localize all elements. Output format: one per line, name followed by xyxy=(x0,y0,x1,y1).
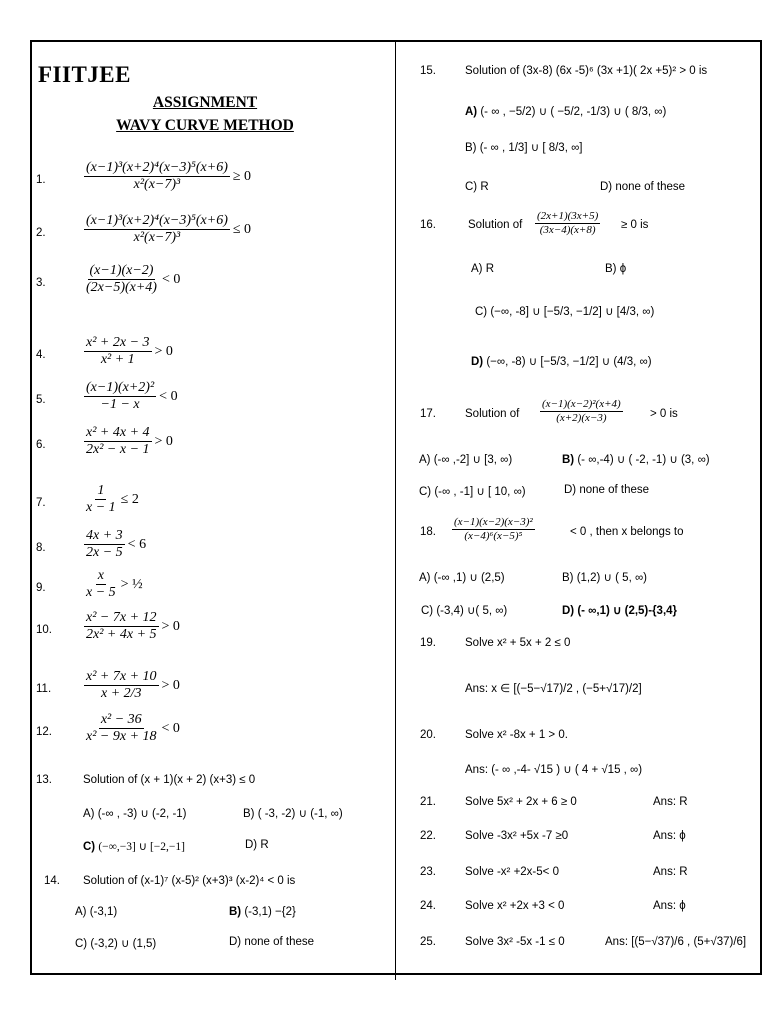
q16-rhs: ≥ 0 is xyxy=(621,219,649,231)
question-answer: Ans: R xyxy=(653,866,688,878)
q16-option-a: A) R xyxy=(471,263,494,275)
q13-option-c: C) (−∞,−3] ∪ [−2,−1] xyxy=(83,841,185,853)
q16-text: Solution of xyxy=(468,219,523,231)
question-number: 25. xyxy=(420,936,436,948)
q13-option-a: A) (-∞ , -3) ∪ (-2, -1) xyxy=(83,808,187,820)
q14-option-b: B) (-3,1) −{2} xyxy=(229,906,296,918)
q18-option-d: D) (- ∞,1) ∪ (2,5)-{3,4} xyxy=(562,605,678,617)
q13-option-d: D) R xyxy=(245,839,269,851)
q17-option-b: B) (- ∞,-4) ∪ ( -2, -1) ∪ (3, ∞) xyxy=(562,454,710,466)
q19-number: 19. xyxy=(420,637,436,649)
question-expression: $\frac{\text{x² + 7x + 10}}{x + 2/3}$ > 0 xyxy=(86,669,180,702)
q18-option-b: B) (1,2) ∪ ( 5, ∞) xyxy=(562,572,647,584)
q14-option-d: D) none of these xyxy=(229,936,315,948)
question-number: 21. xyxy=(420,796,436,808)
question-answer: Ans: [(5−√37)/6 , (5+√37)/6] xyxy=(605,936,747,948)
column-divider xyxy=(395,40,396,980)
q13-text: Solution of (x + 1)(x + 2) (x+3) ≤ 0 xyxy=(83,774,256,786)
question-expression: $\frac{\text{x² − 36}}{\text{x² − 9x + 18}}$ < 0 xyxy=(86,712,180,745)
q17-number: 17. xyxy=(420,408,436,420)
question-expression: $\frac{\text{x² + 4x + 4}}{\text{2x² − x − 1}}$ > 0 xyxy=(86,425,173,458)
q20-number: 20. xyxy=(420,729,436,741)
question-number: 4. xyxy=(36,349,46,361)
q15-text: Solution of (3x-8) (6x -5)⁶ (3x +1)( 2x +5)² > 0 is xyxy=(465,65,708,77)
q18-rhs: < 0 , then x belongs to xyxy=(570,526,684,538)
question-number: 11. xyxy=(36,683,52,695)
q20-answer: Ans: (- ∞ ,-4- √15 ) ∪ ( 4 + √15 , ∞) xyxy=(465,764,643,776)
q15-option-c: C) R xyxy=(465,181,489,193)
question-expression: $\frac{4x + 3}{2x - 5}$ < 6 xyxy=(86,528,147,561)
question-answer: Ans: R xyxy=(653,796,688,808)
q17-expression: $\frac{\text{(x−1)(x−2)²(x+4)}}{(x+2)(x-3)}$ xyxy=(542,398,621,424)
q14-number: 14. xyxy=(44,875,60,887)
question-text: Solve -3x² +5x -7 ≥0 xyxy=(465,830,569,842)
q18-expression: $\frac{\text{(x−1)(x−2)(x−3)²}}{\text{(x−4)⁶(x−5)⁵}}$ xyxy=(454,516,533,542)
q16-expression: $\frac{(2x+1)(3x+5)}{(3x-4)(x+8)}$ xyxy=(537,210,599,236)
q17-option-a: A) (-∞ ,-2] ∪ [3, ∞) xyxy=(419,454,513,466)
question-number: 9. xyxy=(36,582,46,594)
question-number: 2. xyxy=(36,227,46,239)
q17-option-c: C) (-∞ , -1] ∪ [ 10, ∞) xyxy=(419,486,526,498)
question-expression: $\frac{\text{(x−1)³(x+2)⁴(x−3)⁵(x+6)}}{\text{x²(x−7)³}}$ ≤ 0 xyxy=(86,213,252,246)
question-number: 24. xyxy=(420,900,436,912)
q19-text: Solve x² + 5x + 2 ≤ 0 xyxy=(465,637,571,649)
question-number: 22. xyxy=(420,830,436,842)
question-number: 12. xyxy=(36,726,52,738)
question-number: 1. xyxy=(36,174,46,186)
q19-answer: Ans: x ∈ [(−5−√17)/2 , (−5+√17)/2] xyxy=(465,683,642,695)
q18-option-c: C) (-3,4) ∪( 5, ∞) xyxy=(421,605,508,617)
q17-option-d: D) none of these xyxy=(564,484,650,496)
assignment-title: ASSIGNMENT xyxy=(152,94,258,111)
q13-number: 13. xyxy=(36,774,52,786)
q15-option-a: A) (- ∞ , −5/2) ∪ ( −5/2, -1/3) ∪ ( 8/3, ∞) xyxy=(465,106,667,118)
q18-option-a: A) (-∞ ,1) ∪ (2,5) xyxy=(419,572,505,584)
q17-text: Solution of xyxy=(465,408,520,420)
question-number: 6. xyxy=(36,439,46,451)
question-expression: $\frac{\text{x² − 7x + 12}}{\text{2x² + 4x + 5}}$ > 0 xyxy=(86,610,180,643)
q16-option-b: B) ϕ xyxy=(605,263,627,275)
question-number: 3. xyxy=(36,277,46,289)
question-number: 5. xyxy=(36,394,46,406)
question-text: Solve -x² +2x-5< 0 xyxy=(465,866,559,878)
question-number: 23. xyxy=(420,866,436,878)
question-text: Solve x² +2x +3 < 0 xyxy=(465,900,565,912)
question-answer: Ans: ϕ xyxy=(653,900,686,912)
question-text: Solve 5x² + 2x + 6 ≥ 0 xyxy=(465,796,577,808)
q18-number: 18. xyxy=(420,526,436,538)
question-expression: $\frac{1}{x - 1}$ ≤ 2 xyxy=(86,483,139,516)
question-number: 7. xyxy=(36,497,46,509)
q15-number: 15. xyxy=(420,65,436,77)
q15-option-d: D) none of these xyxy=(600,181,686,193)
q13-option-b: B) ( -3, -2) ∪ (-1, ∞) xyxy=(243,808,343,820)
q14-option-c: C) (-3,2) ∪ (1,5) xyxy=(75,938,157,950)
question-answer: Ans: ϕ xyxy=(653,830,686,842)
question-text: Solve 3x² -5x -1 ≤ 0 xyxy=(465,936,565,948)
q17-rhs: > 0 is xyxy=(650,408,678,420)
q16-option-d: D) (−∞, -8) ∪ [−5/3, −1/2] ∪ (4/3, ∞) xyxy=(471,356,652,368)
q15-option-b: B) (- ∞ , 1/3] ∪ [ 8/3, ∞] xyxy=(465,142,583,154)
question-expression: $\frac{x}{x - 5}$ > ½ xyxy=(86,568,143,601)
question-expression: $\frac{\text{(x−1)³(x+2)⁴(x−3)⁵(x+6)}}{\text{x²(x−7)³}}$ ≥ 0 xyxy=(86,160,252,193)
q16-option-c: C) (−∞, -8] ∪ [−5/3, −1/2] ∪ [4/3, ∞) xyxy=(475,306,655,318)
assignment-subtitle: WAVY CURVE METHOD xyxy=(116,117,294,134)
q14-option-a: A) (-3,1) xyxy=(75,906,118,918)
question-expression: $\frac{(x-1)(x-2)}{(2x-5)(x+4)}$ < 0 xyxy=(86,263,181,296)
q16-number: 16. xyxy=(420,219,436,231)
question-expression: $\frac{\text{x² + 2x − 3}}{\text{x² + 1}}$ > 0 xyxy=(86,335,173,368)
question-number: 8. xyxy=(36,542,46,554)
question-expression: $\frac{\text{(x−1)(x+2)²}}{-1 - x}$ < 0 xyxy=(86,380,178,413)
fiitjee-logo: FIITJEE xyxy=(38,62,131,87)
q20-text: Solve x² -8x + 1 > 0. xyxy=(465,729,568,741)
q14-text: Solution of (x-1)⁷ (x-5)² (x+3)³ (x-2)⁴ < 0 is xyxy=(83,875,296,887)
question-number: 10. xyxy=(36,624,52,636)
